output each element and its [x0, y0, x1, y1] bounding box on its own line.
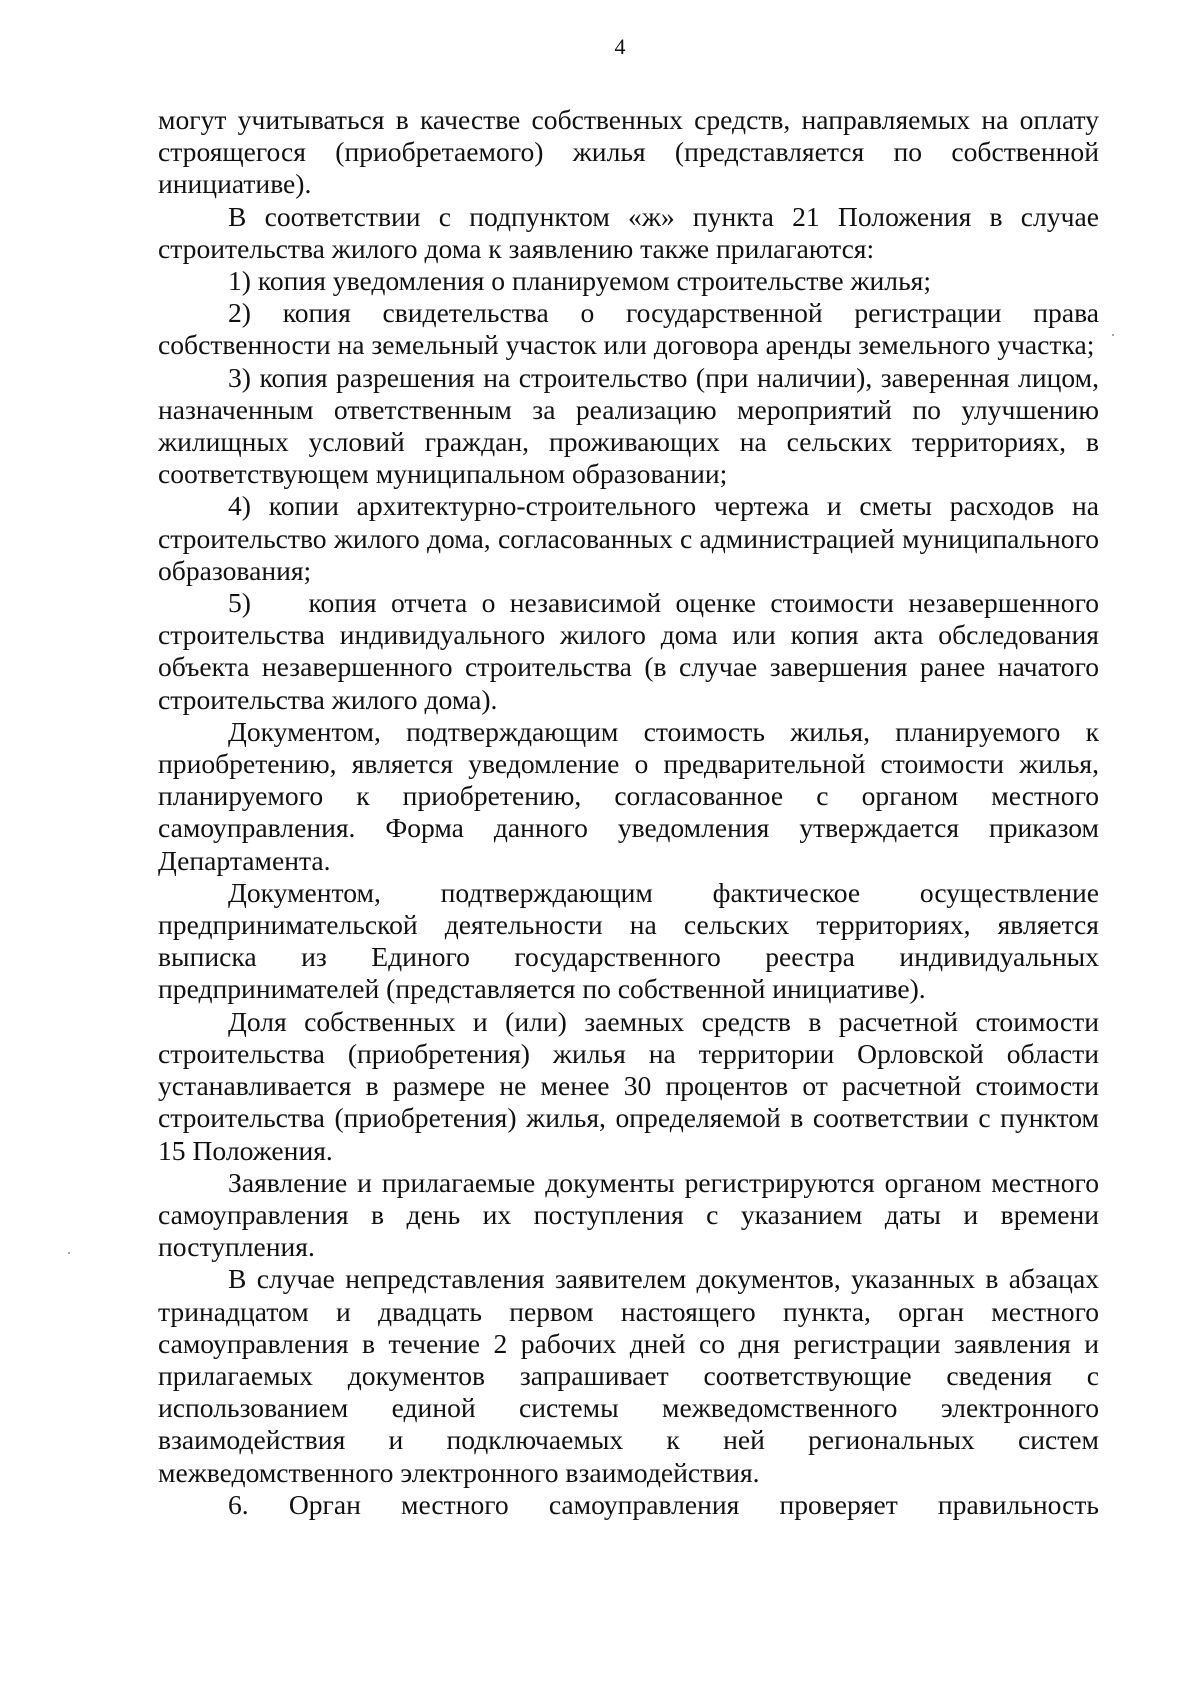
paragraph-own-funds-share: Доля собственных и (или) заемных средств в расчетной стоимости строительства (приобретения) жилья на территории Орловской области устанавливается в размере не менее 30 процентов от расчетной стоимости строительства (приобретения) жилья, определяемой в соответствии с пунктом 15 Положения. — [158, 1005, 1099, 1166]
paragraph-registration: Заявление и прилагаемые документы регистрируются органом местного самоуправления в день их поступления с указанием даты и времени поступления. — [158, 1166, 1099, 1263]
scan-speck — [68, 1252, 70, 1254]
list-item-2: 2) копия свидетельства о государственной регистрации права собственности на земельный участок или договора аренды земельного участка; — [158, 297, 1099, 361]
document-body — [158, 104, 1106, 1521]
paragraph-housing-cost: Документом, подтверждающим стоимость жилья, планируемого к приобретению, является уведомление о предварительной стоимости жилья, планируемого к приобретению, согласованное с органом местного самоуправления. Форма данного уведомления утверждается приказом Департамента. — [158, 715, 1099, 876]
paragraph-continuation: могут учитываться в качестве собственных средств, направляемых на оплату строящегося (приобретаемого) жилья (представляется по собственной инициативе). — [158, 104, 1099, 200]
list-item-5: 5) копия отчета о независимой оценке стоимости незавершенного строительства индивидуального жилого дома или копия акта обследования объекта незавершенного строительства (в случае завершения ранее начатого строительства жилого дома). — [158, 587, 1106, 715]
paragraph-item-6: 6. Орган местного самоуправления проверяет правильность — [228, 1488, 1099, 1520]
list-item-1: 1) копия уведомления о планируемом строительстве жилья; — [228, 265, 932, 297]
scan-speck — [1112, 334, 1114, 336]
paragraph-entrepreneurship: Документом, подтверждающим фактическое осуществление предпринимательской деятельности на сельских территориях, является выписка из Единого государственного реестра индивидуальных предпринимателей (представляется по собственной инициативе). — [158, 876, 1099, 1005]
paragraph-subparagraph-zh: В соответствии с подпунктом «ж» пункта 21 Положения в случае строительства жилого дома к заявлению также прилагаются: — [158, 200, 1099, 264]
list-item-4: 4) копии архитектурно-строительного чертежа и сметы расходов на строительство жилого дома, согласованных с администрацией муниципального образования; — [158, 490, 1099, 586]
paragraph-interagency-request: В случае непредставления заявителем документов, указанных в абзацах тринадцатом и двадцать первом настоящего пункта, орган местного самоуправления в течение 2 рабочих дней со дня регистрации заявления и прилагаемых документов запрашивает соответствующие сведения с использованием единой системы межведомственного электронного взаимодействия и подключаемых к ней региональных систем межведомственного электронного взаимодействия. — [158, 1263, 1099, 1488]
list-item-3: 3) копия разрешения на строительство (при наличии), заверенная лицом, назначенным ответственным за реализацию мероприятий по улучшению жилищных условий граждан, проживающих на сельских территориях, в соответствующем муниципальном образовании; — [158, 361, 1099, 490]
page-number: 4 — [614, 34, 626, 59]
